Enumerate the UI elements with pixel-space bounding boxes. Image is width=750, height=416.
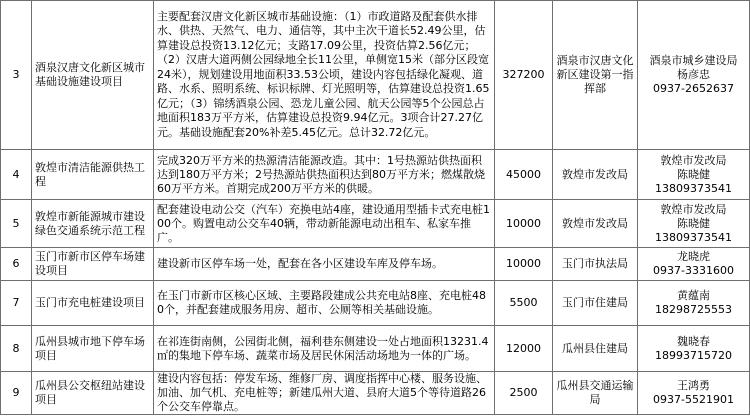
contact-phone: 13809373541	[655, 230, 732, 244]
construction-content: 建设内容包括：停发车场、维修厂房、调度指挥中心楼、服务设施、加油、加气机、充电桩等；新建瓜州大道、县府大道5个等待道路26个公交车停靠点。	[154, 372, 495, 415]
table-row	[1, 281, 750, 326]
table-row	[1, 248, 750, 281]
contact-cell	[638, 372, 750, 415]
contact-person: 王鸿勇	[677, 379, 710, 392]
row-number: 6	[1, 248, 32, 281]
row-number: 3	[1, 1, 32, 150]
total-investment: 10000	[495, 248, 553, 281]
responsible-unit: 瓜州县住建局	[553, 326, 638, 372]
contact-cell	[638, 248, 750, 281]
responsible-unit: 玉门市住建局	[553, 281, 638, 326]
contact-phone: 18298725553	[655, 303, 732, 316]
project-name: 瓜州县公交枢纽站建设项目	[32, 372, 154, 415]
construction-content: 主要配套汉唐文化新区城市基础设施：（1）市政道路及配套供水排水、供热、天然气、电力、通信等，其中主次干道长52.49公里，估算建设总投资13.12亿元；支路17.09公里，投资估算2.56亿元；（2）汉唐大道两侧公园绿地全长11公里，单侧宽15米（部分区段宽24米），规划建设用地面积33.53公顷，建设内容包括绿化凝观、道路、水系、照明系统、标识标牌、灯光照明等，估算建设总投资1.65亿元；（3）锦绣酒泉公园、恐龙儿童公园、航天公园等5个公园总占地面积183万平方米，估算建设总投资9.94亿元。3项合计27.27亿元。基础设施配套20%补差5.45亿元。总计32.72亿元。	[154, 1, 495, 150]
contact-phone: 0937-3331600	[653, 264, 734, 277]
contact-phone: 0937-5521901	[653, 393, 734, 406]
row-number: 5	[1, 200, 32, 248]
table-row	[1, 372, 750, 415]
contact-cell	[638, 281, 750, 326]
contact-person: 陈晓健	[677, 216, 710, 230]
responsible-unit: 敦煌市发改局	[553, 150, 638, 200]
construction-content: 建设新市区停车场一处，配套在各小区建设车库及停车场。	[154, 248, 495, 281]
total-investment: 2500	[495, 372, 553, 415]
row-number: 9	[1, 372, 32, 415]
total-investment: 12000	[495, 326, 553, 372]
table-row	[1, 1, 750, 150]
table-row	[1, 150, 750, 200]
contact-person: 魏晓春	[677, 334, 710, 348]
project-name: 酒泉汉唐文化新区城市基础设施建设项目	[32, 1, 154, 150]
contact-person: 杨彦忠	[677, 68, 710, 81]
project-name: 玉门市新市区停车场建设项目	[32, 248, 154, 281]
responsible-unit: 敦煌市发改局	[553, 200, 638, 248]
construction-content: 在玉门市新市区核心区域、主要路段建成公共充电站8座、充电桩480个，并配套建成服务用房、超市、公厕等相关基础设施。	[154, 281, 495, 326]
contact-person: 陈晓健	[677, 167, 710, 181]
project-name: 敦煌市新能源城市建设绿色交通系统示范工程	[32, 200, 154, 248]
table-row	[1, 326, 750, 372]
contact-cell	[638, 1, 750, 150]
contact-org: 酒泉市城乡建设局	[649, 54, 738, 67]
total-investment: 5500	[495, 281, 553, 326]
project-name: 瓜州县城市地下停车场项目	[32, 326, 154, 372]
contact-cell	[638, 150, 750, 200]
total-investment: 45000	[495, 150, 553, 200]
table-row	[1, 200, 750, 248]
responsible-unit: 玉门市执法局	[553, 248, 638, 281]
responsible-unit: 瓜州县交通运输局	[553, 372, 638, 415]
contact-phone: 18993715720	[655, 348, 732, 362]
contact-cell	[638, 200, 750, 248]
contact-person: 龙晓虎	[677, 250, 710, 263]
total-investment: 10000	[495, 200, 553, 248]
contact-person: 黄蕴南	[677, 289, 710, 302]
construction-content: 完成320万平方米的热源清洁能源改造。其中：1号热源站供热面积达到180万平方米；2号热源站供热面积达到80万平方米；燃煤散烧60万平方米。首期完成200万平方米的供暖。	[154, 150, 495, 200]
contact-cell	[638, 326, 750, 372]
construction-content: 在祁连街南侧，公园街北侧，福利巷东侧建设一处占地面积13231.4㎡的集地下停车场、蔬菜市场及居民休闲活动场地为一体的广场。	[154, 326, 495, 372]
project-name: 玉门市充电桩建设项目	[32, 281, 154, 326]
contact-phone: 13809373541	[655, 181, 732, 195]
contact-org: 敦煌市发改局	[660, 202, 727, 216]
contact-org: 敦煌市发改局	[660, 153, 727, 167]
total-investment: 327200	[495, 1, 553, 150]
project-name: 敦煌市清洁能源供热工程	[32, 150, 154, 200]
responsible-unit: 酒泉市汉唐文化新区建设第一指挥部	[553, 1, 638, 150]
row-number: 7	[1, 281, 32, 326]
row-number: 8	[1, 326, 32, 372]
contact-phone: 0937-2652637	[653, 82, 734, 95]
construction-content: 配套建设电动公交（汽车）充换电站4座，建设通用型插卡式充电桩100个。购置电动公交车40辆，带动新能源电动出租车、私家车推广。	[154, 200, 495, 248]
row-number: 4	[1, 150, 32, 200]
